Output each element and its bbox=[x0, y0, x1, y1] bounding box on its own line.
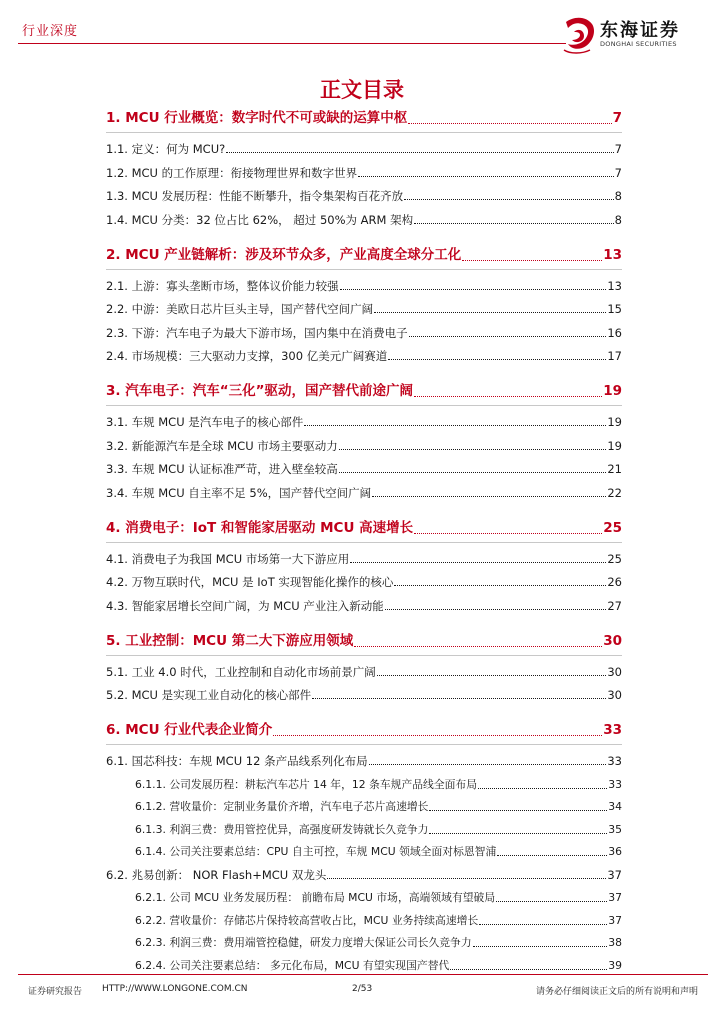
footer-website-link[interactable]: HTTP://WWW.LONGONE.COM.CN bbox=[102, 984, 248, 994]
footer-disclaimer: 请务必仔细阅读正文后的所有说明和声明 bbox=[535, 987, 698, 997]
toc-title: 正文目录 bbox=[320, 78, 404, 102]
toc-entry-page-number: 37 bbox=[608, 913, 622, 927]
logo-text-cn: 东海证券 bbox=[600, 20, 680, 41]
toc-dot-leader bbox=[377, 675, 607, 676]
toc-entry-page-number: 35 bbox=[608, 822, 622, 836]
toc-entry-label: 1.3. MCU 发展历程：性能不断攀升，指令集架构百花齐放 bbox=[106, 189, 404, 203]
toc-entry-page-number: 7 bbox=[614, 142, 622, 156]
toc-dot-leader bbox=[388, 359, 606, 360]
toc-entry-level-3[interactable] bbox=[106, 822, 622, 838]
toc-entry-level-2[interactable] bbox=[106, 278, 622, 294]
toc-entry-level-2[interactable] bbox=[106, 301, 622, 317]
toc-entry-page-number: 7 bbox=[614, 165, 622, 180]
toc-entry-label: 6.2.2. 营收量价：存储芯片保持较高营收占比，MCU 业务持续高速增长 bbox=[135, 913, 479, 927]
toc-entry-label: 5.1. 工业 4.0 时代，工业控制和自动化市场前景广阔 bbox=[106, 664, 376, 679]
toc-entry-level-1[interactable] bbox=[106, 381, 622, 401]
toc-entry-level-2[interactable] bbox=[106, 598, 622, 614]
toc-entry-level-2[interactable] bbox=[106, 687, 622, 703]
toc-dot-leader bbox=[354, 646, 602, 647]
dragon-logo-icon bbox=[560, 14, 600, 56]
toc-entry-page-number: 13 bbox=[603, 246, 622, 263]
page-number: 2/53 bbox=[352, 984, 373, 994]
table-of-contents bbox=[106, 108, 622, 980]
toc-dot-leader bbox=[374, 312, 606, 313]
footer-report-type: 证券研究报告 bbox=[28, 987, 83, 997]
toc-entry-page-number: 36 bbox=[608, 845, 622, 858]
toc-entry-label: 2.1. 上游：寡头垄断市场，整体议价能力较强 bbox=[106, 278, 339, 293]
toc-entry-label: 6.1.3. 利润三费：费用管控优异，高强度研发铸就长久竞争力 bbox=[135, 822, 429, 836]
toc-entry-label: 6.2.4. 公司关注要素总结： 多元化布局，MCU 有望实现国产替代 bbox=[135, 958, 450, 972]
toc-entry-page-number: 15 bbox=[607, 302, 622, 316]
toc-dot-leader bbox=[414, 533, 602, 534]
toc-entry-page-number: 30 bbox=[603, 632, 622, 649]
section-tag: 行业深度 bbox=[22, 24, 79, 39]
toc-entry-page-number: 21 bbox=[607, 462, 622, 476]
toc-heading-underline bbox=[106, 542, 622, 543]
toc-dot-leader bbox=[408, 123, 611, 124]
toc-entry-page-number: 8 bbox=[614, 212, 622, 227]
toc-entry-level-1[interactable] bbox=[106, 108, 622, 128]
toc-entry-label: 1. MCU 行业概览：数字时代不可或缺的运算中枢 bbox=[106, 110, 408, 126]
toc-dot-leader bbox=[478, 788, 607, 789]
toc-entry-page-number: 19 bbox=[603, 383, 622, 399]
toc-entry-label: 6. MCU 行业代表企业简介 bbox=[106, 722, 273, 738]
toc-entry-level-2[interactable] bbox=[106, 141, 622, 157]
toc-entry-page-number: 26 bbox=[607, 575, 622, 589]
toc-dot-leader bbox=[429, 810, 607, 811]
toc-entry-label: 6.1.4. 公司关注要素总结：CPU 自主可控，车规 MCU 领域全面对标恩智浦 bbox=[135, 845, 497, 858]
toc-entry-label: 3.4. 车规 MCU 自主率不足 5%，国产替代空间广阔 bbox=[106, 485, 372, 500]
toc-entry-page-number: 17 bbox=[607, 349, 622, 363]
toc-entry-level-2[interactable] bbox=[106, 188, 622, 204]
toc-dot-leader bbox=[414, 396, 602, 397]
toc-dot-leader bbox=[226, 152, 613, 153]
toc-dot-leader bbox=[339, 472, 607, 473]
toc-entry-label: 6.2. 兆易创新： NOR Flash+MCU 双龙头 bbox=[106, 867, 327, 882]
toc-dot-leader bbox=[304, 425, 606, 426]
toc-entry-level-3[interactable] bbox=[106, 844, 622, 860]
toc-entry-label: 3. 汽车电子：汽车“三化”驱动，国产替代前途广阔 bbox=[106, 383, 413, 399]
toc-entry-page-number: 16 bbox=[607, 325, 622, 340]
toc-entry-level-2[interactable] bbox=[106, 438, 622, 454]
toc-entry-level-2[interactable] bbox=[106, 574, 622, 590]
header-divider bbox=[18, 43, 566, 44]
toc-entry-label: 4.2. 万物互联时代，MCU 是 IoT 实现智能化操作的核心 bbox=[106, 575, 394, 589]
toc-heading-underline bbox=[106, 269, 622, 270]
toc-entry-level-2[interactable] bbox=[106, 664, 622, 680]
toc-entry-label: 6.1.1. 公司发展历程：耕耘汽车芯片 14 年，12 条车规产品线全面布局 bbox=[135, 777, 478, 791]
toc-entry-level-2[interactable] bbox=[106, 348, 622, 364]
toc-entry-page-number: 37 bbox=[607, 867, 622, 882]
toc-heading-underline bbox=[106, 405, 622, 406]
toc-entry-level-2[interactable] bbox=[106, 551, 622, 567]
toc-entry-level-2[interactable] bbox=[106, 414, 622, 430]
toc-entry-level-3[interactable] bbox=[106, 799, 622, 815]
toc-entry-level-3[interactable] bbox=[106, 913, 622, 929]
toc-entry-page-number: 33 bbox=[603, 722, 622, 738]
toc-dot-leader bbox=[479, 924, 607, 925]
toc-dot-leader bbox=[429, 833, 607, 834]
toc-entry-label: 3.2. 新能源汽车是全球 MCU 市场主要驱动力 bbox=[106, 438, 338, 453]
toc-entry-page-number: 30 bbox=[607, 688, 622, 702]
footer-divider bbox=[18, 974, 708, 975]
toc-entry-level-2[interactable] bbox=[106, 325, 622, 341]
toc-dot-leader bbox=[340, 289, 607, 290]
toc-heading-underline bbox=[106, 132, 622, 133]
company-logo bbox=[560, 14, 710, 56]
toc-heading-underline bbox=[106, 655, 622, 656]
toc-entry-page-number: 8 bbox=[614, 189, 622, 203]
toc-dot-leader bbox=[473, 946, 608, 947]
toc-entry-page-number: 37 bbox=[608, 891, 622, 904]
toc-entry-level-2[interactable] bbox=[106, 165, 622, 181]
toc-entry-page-number: 34 bbox=[608, 800, 622, 813]
toc-dot-leader bbox=[273, 735, 602, 736]
toc-entry-label: 2. MCU 产业链解析：涉及环节众多，产业高度全球分工化 bbox=[106, 246, 462, 263]
toc-entry-page-number: 7 bbox=[612, 110, 622, 126]
toc-entry-label: 4.3. 智能家居增长空间广阔，为 MCU 产业注入新动能 bbox=[106, 598, 384, 613]
toc-dot-leader bbox=[385, 609, 607, 610]
toc-entry-label: 6.2.3. 利润三费：费用端管控稳健，研发力度增大保证公司长久竞争力 bbox=[135, 936, 472, 949]
toc-entry-level-3[interactable] bbox=[106, 777, 622, 793]
toc-dot-leader bbox=[327, 878, 606, 879]
toc-entry-page-number: 38 bbox=[608, 936, 622, 949]
toc-entry-level-1[interactable] bbox=[106, 245, 622, 265]
toc-entry-label: 4.1. 消费电子为我国 MCU 市场第一大下游应用 bbox=[106, 551, 350, 566]
toc-entry-label: 1.4. MCU 分类：32 位占比 62%， 超过 50%为 ARM 架构 bbox=[106, 212, 414, 227]
toc-entry-page-number: 27 bbox=[607, 598, 622, 613]
toc-entry-level-3[interactable] bbox=[106, 958, 622, 974]
toc-entry-label: 1.2. MCU 的工作原理：衔接物理世界和数字世界 bbox=[106, 165, 358, 180]
toc-dot-leader bbox=[409, 336, 607, 337]
toc-entry-label: 5. 工业控制：MCU 第二大下游应用领域 bbox=[106, 632, 354, 649]
toc-entry-level-3[interactable] bbox=[106, 890, 622, 906]
toc-entry-label: 6.2.1. 公司 MCU 业务发展历程： 前瞻布局 MCU 市场，高端领域有望破局 bbox=[135, 891, 496, 904]
toc-dot-leader bbox=[497, 855, 607, 856]
toc-dot-leader bbox=[462, 260, 602, 261]
toc-entry-page-number: 13 bbox=[607, 278, 622, 293]
toc-entry-label: 6.1. 国芯科技：车规 MCU 12 条产品线系列化布局 bbox=[106, 754, 368, 768]
toc-entry-level-1[interactable] bbox=[106, 720, 622, 740]
toc-dot-leader bbox=[339, 449, 607, 450]
toc-entry-level-2[interactable] bbox=[106, 485, 622, 501]
toc-dot-leader bbox=[358, 176, 614, 177]
toc-entry-page-number: 19 bbox=[607, 415, 622, 429]
logo-text-en: DONGHAI SECURITIES bbox=[600, 40, 677, 48]
toc-entry-page-number: 22 bbox=[607, 485, 622, 500]
toc-entry-label: 4. 消费电子：IoT 和智能家居驱动 MCU 高速增长 bbox=[106, 519, 414, 536]
toc-entry-page-number: 39 bbox=[608, 958, 622, 972]
toc-entry-label: 3.1. 车规 MCU 是汽车电子的核心部件 bbox=[106, 415, 304, 429]
toc-entry-page-number: 25 bbox=[607, 551, 622, 566]
toc-heading-underline bbox=[106, 744, 622, 745]
toc-dot-leader bbox=[496, 901, 607, 902]
toc-entry-label: 3.3. 车规 MCU 认证标准严苛，进入壁垒较高 bbox=[106, 462, 338, 476]
toc-entry-label: 1.1. 定义：何为 MCU? bbox=[106, 142, 226, 156]
toc-entry-page-number: 33 bbox=[608, 777, 622, 791]
toc-entry-level-2[interactable] bbox=[106, 212, 622, 228]
toc-entry-level-1[interactable] bbox=[106, 518, 622, 538]
toc-dot-leader bbox=[369, 764, 607, 765]
toc-entry-level-2[interactable] bbox=[106, 867, 622, 883]
toc-entry-page-number: 25 bbox=[603, 519, 622, 536]
toc-dot-leader bbox=[394, 585, 606, 586]
toc-entry-label: 2.3. 下游：汽车电子为最大下游市场，国内集中在消费电子 bbox=[106, 325, 408, 340]
toc-entry-page-number: 19 bbox=[607, 438, 622, 453]
toc-dot-leader bbox=[404, 199, 614, 200]
toc-entry-label: 2.4. 市场规模：三大驱动力支撑，300 亿美元广阔赛道 bbox=[106, 349, 388, 363]
toc-entry-level-3[interactable] bbox=[106, 935, 622, 951]
toc-entry-level-2[interactable] bbox=[106, 461, 622, 477]
toc-entry-level-2[interactable] bbox=[106, 753, 622, 769]
toc-dot-leader bbox=[350, 562, 606, 563]
toc-dot-leader bbox=[414, 223, 614, 224]
toc-entry-label: 2.2. 中游：美欧日芯片巨头主导，国产替代空间广阔 bbox=[106, 302, 374, 316]
toc-entry-level-1[interactable] bbox=[106, 631, 622, 651]
toc-entry-label: 6.1.2. 营收量价：定制业务量价齐增，汽车电子芯片高速增长 bbox=[135, 800, 429, 813]
toc-dot-leader bbox=[372, 496, 606, 497]
toc-entry-page-number: 30 bbox=[607, 664, 622, 679]
toc-entry-page-number: 33 bbox=[607, 754, 622, 768]
toc-dot-leader bbox=[450, 969, 607, 970]
toc-dot-leader bbox=[312, 698, 606, 699]
toc-entry-label: 5.2. MCU 是实现工业自动化的核心部件 bbox=[106, 688, 312, 702]
